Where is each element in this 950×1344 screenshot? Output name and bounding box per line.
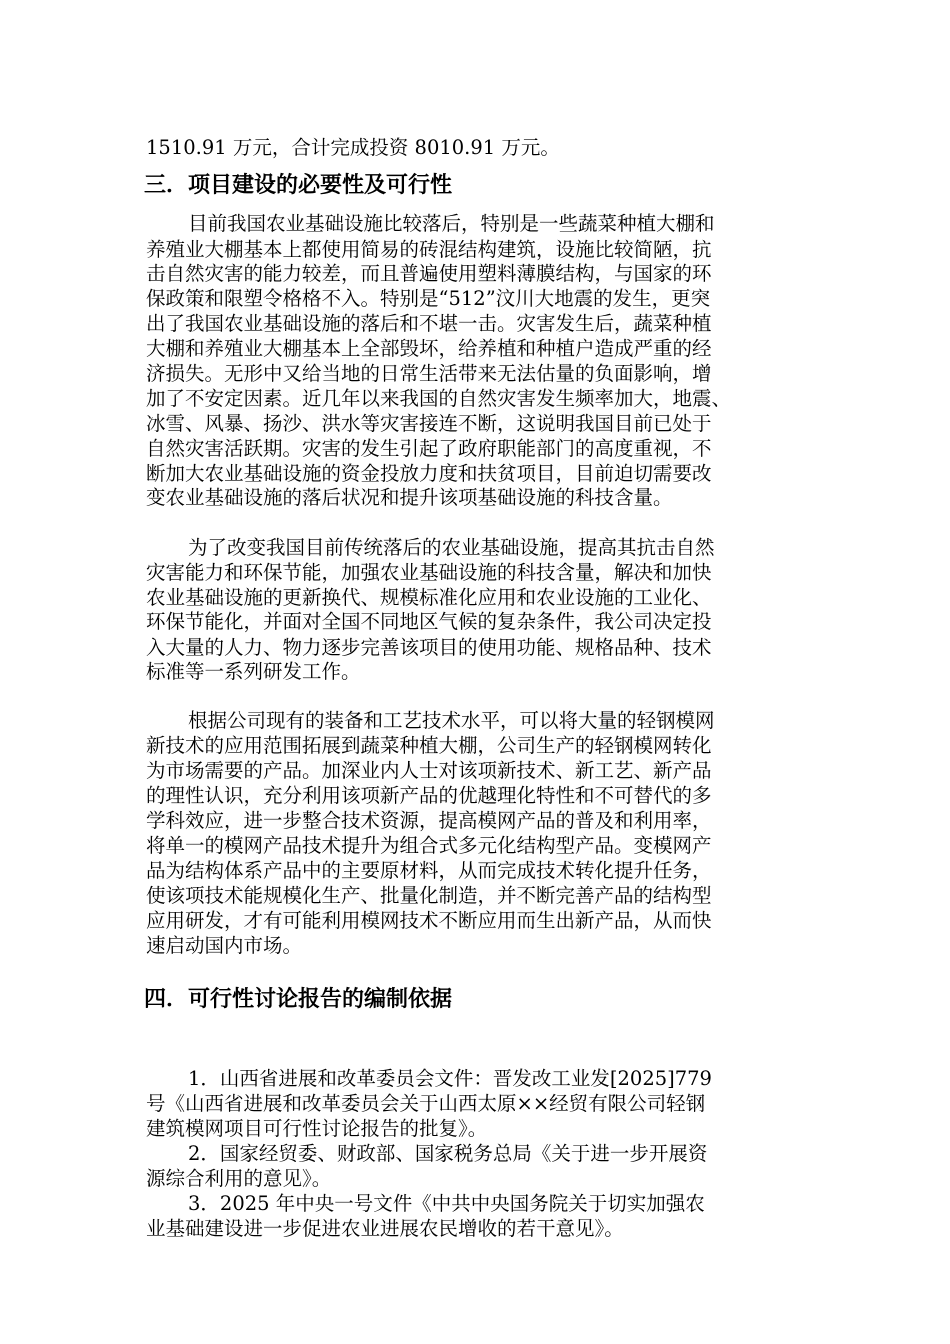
section3-heading: 三．项目建设的必要性及可行性 <box>144 173 453 198</box>
section4-heading: 四．可行性讨论报告的编制依据 <box>144 987 453 1012</box>
intro-tail: 1510.91 万元，合计完成投资 8010.91 万元。 <box>146 136 560 159</box>
